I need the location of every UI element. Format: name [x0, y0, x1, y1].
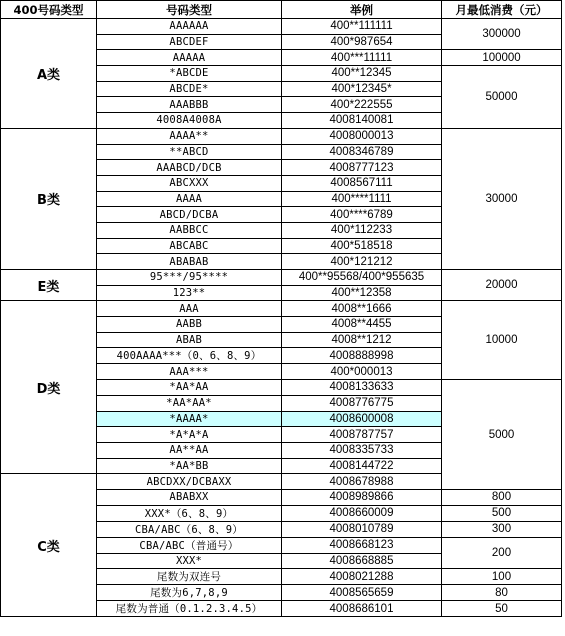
pattern-cell[interactable]: ABCXXX	[97, 175, 282, 191]
category-cell[interactable]: D类	[1, 301, 97, 474]
pattern-cell[interactable]: 400AAAA***（0、6、8、9）	[97, 348, 282, 364]
example-cell[interactable]: 400*518518	[282, 238, 442, 254]
min-fee-cell[interactable]: 80	[442, 585, 562, 601]
pattern-cell[interactable]: AAAA	[97, 191, 282, 207]
example-cell[interactable]: 4008660009	[282, 505, 442, 521]
pattern-cell[interactable]: AAAAA	[97, 50, 282, 66]
example-cell[interactable]: 400***11111	[282, 50, 442, 66]
category-cell[interactable]: C类	[1, 474, 97, 617]
pattern-cell[interactable]: *AAAA*	[97, 411, 282, 427]
example-cell[interactable]: 4008777123	[282, 160, 442, 176]
example-cell[interactable]: 4008668885	[282, 553, 442, 569]
pattern-cell[interactable]: 尾数为双连号	[97, 569, 282, 585]
example-cell[interactable]: 4008776775	[282, 395, 442, 411]
pattern-cell[interactable]: ABCDXX/DCBAXX	[97, 474, 282, 490]
pattern-cell[interactable]: 4008A4008A	[97, 113, 282, 129]
category-cell[interactable]: E类	[1, 270, 97, 301]
header-min-fee[interactable]: 月最低消费（元）	[442, 1, 562, 19]
example-cell[interactable]: 4008686101	[282, 601, 442, 617]
pattern-cell[interactable]: ABABAB	[97, 254, 282, 270]
min-fee-cell[interactable]: 10000	[442, 301, 562, 380]
example-cell[interactable]: 400**12345	[282, 66, 442, 82]
header-pattern[interactable]: 号码类型	[97, 1, 282, 19]
min-fee-cell[interactable]: 30000	[442, 128, 562, 269]
pattern-cell[interactable]: ABABXX	[97, 489, 282, 505]
example-cell[interactable]: 4008**4455	[282, 317, 442, 333]
example-cell[interactable]: 4008**1666	[282, 301, 442, 317]
example-cell[interactable]: 400****6789	[282, 207, 442, 223]
example-cell[interactable]: 4008010789	[282, 521, 442, 537]
example-cell[interactable]: 4008600008	[282, 411, 442, 427]
example-cell[interactable]: 400*112233	[282, 222, 442, 238]
example-cell[interactable]: 4008787757	[282, 427, 442, 443]
min-fee-cell[interactable]: 300000	[442, 19, 562, 50]
table-row	[1, 270, 562, 286]
pattern-cell[interactable]: ABCABC	[97, 238, 282, 254]
example-cell[interactable]: 4008567111	[282, 175, 442, 191]
example-cell[interactable]: 4008989866	[282, 489, 442, 505]
example-cell[interactable]: 4008144722	[282, 458, 442, 474]
example-cell[interactable]: 4008668123	[282, 537, 442, 553]
pattern-cell[interactable]: 尾数为6,7,8,9	[97, 585, 282, 601]
example-cell[interactable]: 4008140081	[282, 113, 442, 129]
category-cell[interactable]: A类	[1, 19, 97, 129]
pattern-cell[interactable]: **ABCD	[97, 144, 282, 160]
pattern-cell[interactable]: AA**AA	[97, 442, 282, 458]
example-cell[interactable]: 4008000013	[282, 128, 442, 144]
example-cell[interactable]: 400*121212	[282, 254, 442, 270]
pattern-cell[interactable]: AAABBB	[97, 97, 282, 113]
example-cell[interactable]: 4008888998	[282, 348, 442, 364]
pattern-cell[interactable]: *ABCDE	[97, 66, 282, 82]
example-cell[interactable]: 400*222555	[282, 97, 442, 113]
pattern-cell[interactable]: CBA/ABC（6、8、9）	[97, 521, 282, 537]
example-cell[interactable]: 400**95568/400*955635	[282, 270, 442, 286]
table-body	[1, 19, 562, 617]
header-row	[1, 1, 562, 19]
pattern-cell[interactable]: 尾数为普通（0.1.2.3.4.5）	[97, 601, 282, 617]
min-fee-cell[interactable]: 100	[442, 569, 562, 585]
pattern-cell[interactable]: CBA/ABC（普通号）	[97, 537, 282, 553]
pattern-cell[interactable]: *AA*AA	[97, 380, 282, 396]
example-cell[interactable]: 4008678988	[282, 474, 442, 490]
min-fee-cell[interactable]: 50	[442, 601, 562, 617]
min-fee-cell[interactable]: 100000	[442, 50, 562, 66]
example-cell[interactable]: 400*000013	[282, 364, 442, 380]
example-cell[interactable]: 4008**1212	[282, 332, 442, 348]
example-cell[interactable]: 4008021288	[282, 569, 442, 585]
min-fee-cell[interactable]: 50000	[442, 66, 562, 129]
pattern-cell[interactable]: AAA***	[97, 364, 282, 380]
min-fee-cell[interactable]: 800	[442, 489, 562, 505]
pattern-cell[interactable]: ABCDE*	[97, 81, 282, 97]
example-cell[interactable]: 4008346789	[282, 144, 442, 160]
table-row	[1, 128, 562, 144]
header-example[interactable]: 举例	[282, 1, 442, 19]
pattern-cell[interactable]: 123**	[97, 285, 282, 301]
pattern-cell[interactable]: AAABCD/DCB	[97, 160, 282, 176]
pattern-cell[interactable]: *AA*AA*	[97, 395, 282, 411]
pattern-cell[interactable]: XXX*（6、8、9）	[97, 505, 282, 521]
example-cell[interactable]: 400**12358	[282, 285, 442, 301]
pattern-cell[interactable]: *AA*BB	[97, 458, 282, 474]
pattern-cell[interactable]: AABBCC	[97, 222, 282, 238]
category-cell[interactable]: B类	[1, 128, 97, 269]
example-cell[interactable]: 4008335733	[282, 442, 442, 458]
example-cell[interactable]: 400****1111	[282, 191, 442, 207]
pattern-cell[interactable]: ABAB	[97, 332, 282, 348]
min-fee-cell[interactable]: 500	[442, 505, 562, 521]
pattern-cell[interactable]: 95***/95****	[97, 270, 282, 286]
pattern-cell[interactable]: ABCDEF	[97, 34, 282, 50]
example-cell[interactable]: 4008565659	[282, 585, 442, 601]
pattern-cell[interactable]: AAAAAA	[97, 19, 282, 35]
example-cell[interactable]: 400*12345*	[282, 81, 442, 97]
example-cell[interactable]: 400**111111	[282, 19, 442, 35]
min-fee-cell[interactable]: 300	[442, 521, 562, 537]
pattern-cell[interactable]: AAAA**	[97, 128, 282, 144]
pattern-cell[interactable]: AABB	[97, 317, 282, 333]
header-category[interactable]: 400号码类型	[1, 1, 97, 19]
table-row	[1, 301, 562, 317]
min-fee-cell[interactable]: 200	[442, 537, 562, 569]
min-fee-cell[interactable]: 20000	[442, 270, 562, 301]
pattern-cell[interactable]: XXX*	[97, 553, 282, 569]
pattern-cell[interactable]: *A*A*A	[97, 427, 282, 443]
pattern-cell[interactable]: ABCD/DCBA	[97, 207, 282, 223]
table-row	[1, 19, 562, 35]
example-cell[interactable]: 4008133633	[282, 380, 442, 396]
min-fee-cell[interactable]: 5000	[442, 380, 562, 490]
pattern-cell[interactable]: AAA	[97, 301, 282, 317]
example-cell[interactable]: 400*987654	[282, 34, 442, 50]
